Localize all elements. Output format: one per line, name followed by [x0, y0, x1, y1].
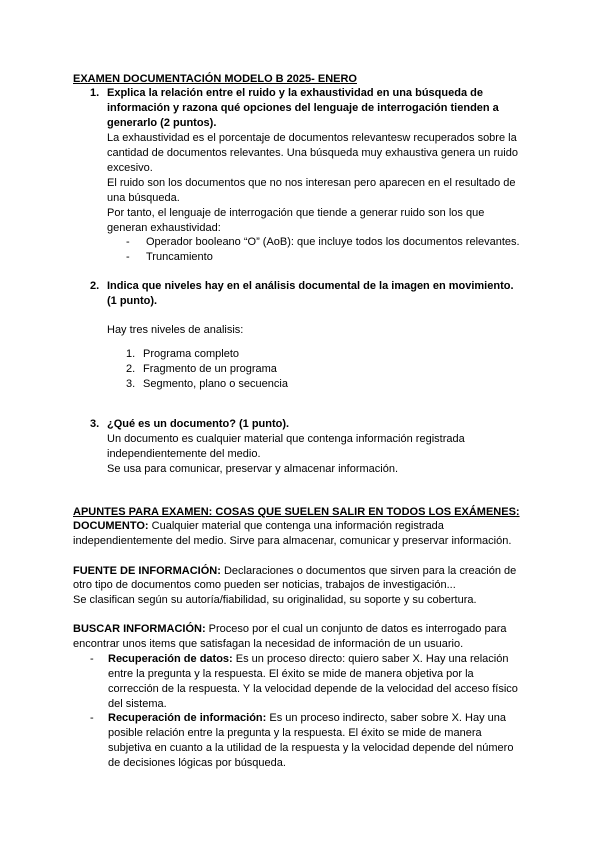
- recuperacion-datos-line: del sistema.: [108, 698, 167, 710]
- recuperacion-datos-term: Recuperación de datos:: [108, 653, 233, 665]
- question-2-number: 2.: [90, 280, 100, 292]
- fuente-line: Se clasifican según su autoría/fiabilidad, su originalidad, su soporte y su cobertura.: [73, 594, 477, 606]
- list-number: 3.: [126, 378, 136, 390]
- question-2-text: Indica que niveles hay en el análisis documental de la imagen en movimiento.: [107, 280, 514, 292]
- answer-1-line: La exhaustividad es el porcentaje de documentos relevantesw recuperados sobre la: [107, 132, 517, 144]
- recuperacion-info-line: subjetiva en cuanto a la utilidad de la respuesta y la velocidad depende del número: [108, 742, 514, 754]
- buscar-line: [73, 622, 506, 637]
- recuperacion-datos-text: Es un proceso directo: quiero saber X. Hay una relación: [232, 653, 509, 665]
- documento-line: independientemente del medio. Sirve para almacenar, comunicar y preservar información.: [73, 535, 512, 547]
- list-number: 2.: [126, 363, 136, 375]
- question-1-number: 1.: [90, 87, 100, 99]
- answer-1-line: una búsqueda.: [107, 192, 180, 204]
- list-item: Fragmento de un programa: [143, 363, 277, 375]
- question-3-number: 3.: [90, 418, 100, 430]
- documento-line: [73, 519, 444, 534]
- fuente-term: FUENTE DE INFORMACIÓN:: [73, 565, 221, 577]
- documento-text: Cualquier material que contenga una información registrada: [148, 520, 444, 532]
- recuperacion-datos-line: corrección de la respuesta. Y la velocidad depende de la velocidad del acceso físico: [108, 683, 518, 695]
- question-3-text: ¿Qué es un documento? (1 punto).: [107, 418, 290, 430]
- question-2-text: (1 punto).: [107, 295, 158, 307]
- recuperacion-info-text: Es un proceso indirecto, saber sobre X. Hay una: [266, 712, 506, 724]
- fuente-line: [73, 564, 516, 579]
- buscar-term: BUSCAR INFORMACIÓN:: [73, 623, 206, 635]
- question-1-text: generarlo (2 puntos).: [107, 117, 217, 129]
- document-title: EXAMEN DOCUMENTACIÓN MODELO B 2025- ENERO: [73, 73, 357, 85]
- buscar-text: Proceso por el cual un conjunto de datos es interrogado para: [205, 623, 507, 635]
- fuente-text: Declaraciones o documentos que sirven para la creación de: [220, 565, 517, 577]
- question-1-text: Explica la relación entre el ruido y la exhaustividad en una búsqueda de: [107, 87, 483, 99]
- recuperacion-datos-line: entre la pregunta y la respuesta. El éxito se mide de manera objetiva por la: [108, 668, 474, 680]
- bullet-dash: -: [90, 712, 94, 724]
- list-number: 1.: [126, 348, 136, 360]
- answer-1-line: generan exhaustividad:: [107, 222, 221, 234]
- answer-1-line: El ruido son los documentos que no nos interesan pero aparecen en el resultado de: [107, 177, 516, 189]
- recuperacion-info-line: de decisiones lógicas por búsqueda.: [108, 757, 286, 769]
- answer-3-line: Un documento es cualquier material que contenga información registrada: [107, 433, 465, 445]
- answer-1-line: cantidad de documentos relevantes. Una búsqueda muy exhaustiva genera un ruido: [107, 147, 518, 159]
- bullet-dash: -: [90, 653, 94, 665]
- fuente-line: otro tipo de documentos como pueden ser noticias, trabajos de investigación...: [73, 579, 456, 591]
- answer-3-line: Se usa para comunicar, preservar y almacenar información.: [107, 463, 399, 475]
- recuperacion-info-line: posible relación entre la pregunta y la respuesta. El éxito se mide de manera: [108, 727, 482, 739]
- bullet-dash: -: [126, 251, 130, 263]
- question-1-text: información y razona qué opciones del lenguaje de interrogación tienden a: [107, 102, 499, 114]
- recuperacion-info-line: [108, 711, 506, 726]
- recuperacion-datos-line: [108, 652, 508, 667]
- documento-term: DOCUMENTO:: [73, 520, 149, 532]
- buscar-line: encontrar unos items que satisfagan la necesidad de información de un usuario.: [73, 638, 464, 650]
- answer-1-bullet: Truncamiento: [146, 251, 213, 263]
- answer-2-intro: Hay tres niveles de analisis:: [107, 324, 244, 336]
- bullet-dash: -: [126, 236, 130, 248]
- answer-3-line: independientemente del medio.: [107, 448, 261, 460]
- list-item: Programa completo: [143, 348, 239, 360]
- answer-1-line: Por tanto, el lenguaje de interrogación que tiende a generar ruido son los que: [107, 207, 485, 219]
- notes-heading: APUNTES PARA EXAMEN: COSAS QUE SUELEN SALIR EN TODOS LOS EXÁMENES:: [73, 506, 520, 518]
- recuperacion-info-term: Recuperación de información:: [108, 712, 267, 724]
- answer-1-line: excesivo.: [107, 162, 153, 174]
- answer-1-bullet: Operador booleano “O” (AoB): que incluye todos los documentos relevantes.: [146, 236, 520, 248]
- list-item: Segmento, plano o secuencia: [143, 378, 288, 390]
